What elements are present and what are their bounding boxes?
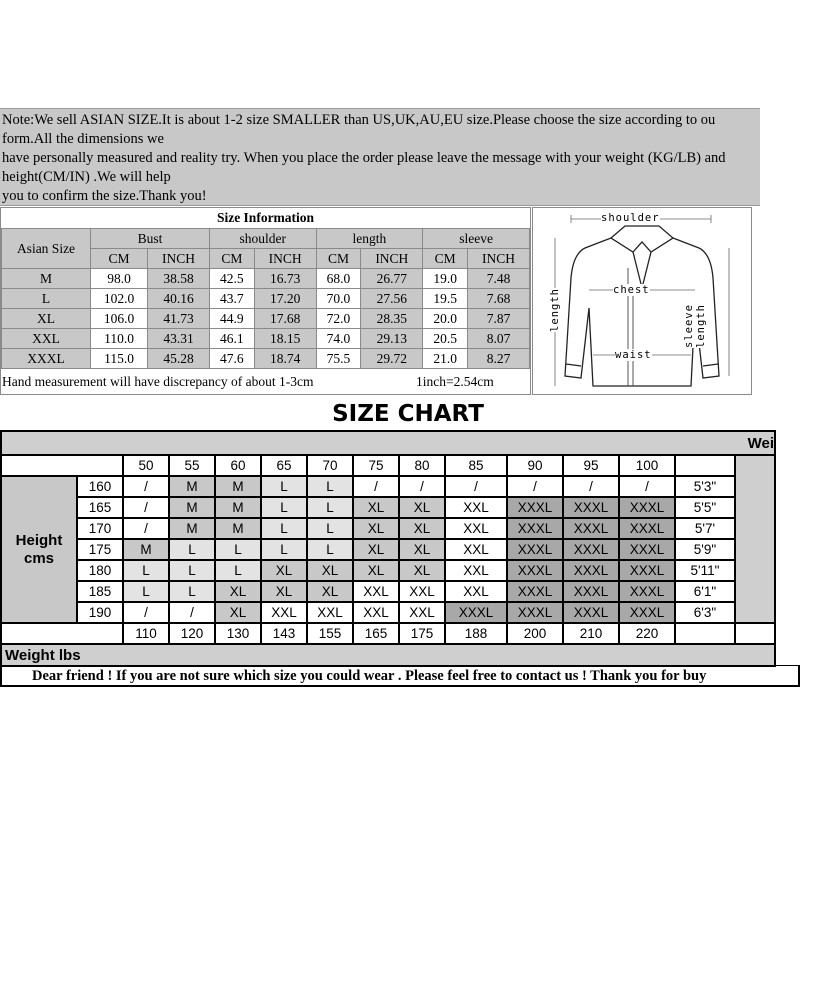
size-note bbox=[0, 108, 760, 206]
height-feet: 5'11" bbox=[675, 560, 735, 581]
size-cell: / bbox=[445, 476, 507, 497]
group-header: length bbox=[316, 229, 423, 249]
size-cell: XXXL bbox=[563, 518, 619, 539]
kg-header-row bbox=[1, 455, 775, 476]
lbs-value: 200 bbox=[507, 623, 563, 644]
size-cell: L bbox=[215, 539, 261, 560]
size-info-cell: 7.87 bbox=[468, 309, 530, 329]
size-cell: XXXL bbox=[563, 581, 619, 602]
size-cell: XXXL bbox=[507, 602, 563, 623]
size-cell: XL bbox=[261, 581, 307, 602]
size-info-row bbox=[2, 329, 530, 349]
size-cell: L bbox=[261, 539, 307, 560]
height-feet: 5'3" bbox=[675, 476, 735, 497]
right-edge-cell bbox=[735, 455, 775, 476]
waist-label: waist bbox=[615, 349, 652, 361]
size-cell: L bbox=[307, 539, 353, 560]
size-info-cell: 102.0 bbox=[91, 289, 148, 309]
height-feet: 6'1" bbox=[675, 581, 735, 602]
size-cell: L bbox=[169, 581, 215, 602]
size-cell: L bbox=[169, 539, 215, 560]
size-cell: XXL bbox=[261, 602, 307, 623]
height-cm: 165 bbox=[77, 497, 123, 518]
size-info-cell: 29.72 bbox=[361, 349, 423, 369]
weight-lbs-row bbox=[1, 644, 775, 666]
size-cell: / bbox=[399, 476, 445, 497]
size-information-table bbox=[0, 207, 531, 395]
lbs-value: 188 bbox=[445, 623, 507, 644]
kg-value: 65 bbox=[261, 455, 307, 476]
height-cms-label: Height cms bbox=[1, 476, 77, 623]
size-info-cell: 8.27 bbox=[468, 349, 530, 369]
size-cell: XL bbox=[353, 560, 399, 581]
height-feet: 6'3" bbox=[675, 602, 735, 623]
size-info-cell: 28.35 bbox=[361, 309, 423, 329]
feet-footer-cell bbox=[675, 623, 735, 644]
chest-label: chest bbox=[613, 284, 650, 296]
size-info-cell: 70.0 bbox=[316, 289, 361, 309]
kg-value: 55 bbox=[169, 455, 215, 476]
length-label: length bbox=[549, 288, 561, 332]
size-info-cell: 7.68 bbox=[468, 289, 530, 309]
size-cell: L bbox=[261, 497, 307, 518]
size-cell: / bbox=[353, 476, 399, 497]
size-info-cell: 19.0 bbox=[423, 269, 468, 289]
size-chart-row bbox=[1, 581, 775, 602]
size-chart bbox=[0, 430, 800, 667]
contact-message: Dear friend ! If you are not sure which size you could wear . Please feel free to contact us ! Thank you for buy bbox=[0, 665, 800, 687]
height-cm: 160 bbox=[77, 476, 123, 497]
size-cell: L bbox=[307, 518, 353, 539]
size-chart-row bbox=[1, 476, 775, 497]
height-cm: 190 bbox=[77, 602, 123, 623]
lbs-value: 165 bbox=[353, 623, 399, 644]
height-cm: 180 bbox=[77, 560, 123, 581]
group-header: sleeve bbox=[423, 229, 530, 249]
measurement-disclaimer: Hand measurement will have discrepancy of about 1-3cm bbox=[2, 374, 314, 389]
size-info-cell: 19.5 bbox=[423, 289, 468, 309]
size-cell: L bbox=[169, 560, 215, 581]
size-cell: XL bbox=[353, 518, 399, 539]
size-cell: M bbox=[123, 539, 169, 560]
lbs-value: 210 bbox=[563, 623, 619, 644]
size-info-cell: 16.73 bbox=[254, 269, 316, 289]
size-info-cell: 46.1 bbox=[209, 329, 254, 349]
size-info-cell: 8.07 bbox=[468, 329, 530, 349]
height-feet: 5'7' bbox=[675, 518, 735, 539]
size-cell: XXXL bbox=[619, 539, 675, 560]
size-info-cell: 40.16 bbox=[148, 289, 210, 309]
size-cell: / bbox=[123, 518, 169, 539]
size-cell: XXL bbox=[445, 497, 507, 518]
size-info-cell: 42.5 bbox=[209, 269, 254, 289]
size-cell: M bbox=[215, 518, 261, 539]
size-info-cell: 98.0 bbox=[91, 269, 148, 289]
group-header: shoulder bbox=[209, 229, 316, 249]
size-cell: XXL bbox=[353, 581, 399, 602]
weight-lbs-label: Weight lbs bbox=[1, 644, 775, 666]
size-cell: XXXL bbox=[563, 602, 619, 623]
size-cell: XXXL bbox=[619, 581, 675, 602]
inch-conversion: 1inch=2.54cm bbox=[416, 374, 494, 389]
size-cell: XL bbox=[307, 581, 353, 602]
size-cell: XXXL bbox=[619, 518, 675, 539]
shoulder-label: shoulder bbox=[601, 212, 660, 224]
size-info-cell: 106.0 bbox=[91, 309, 148, 329]
size-chart-row bbox=[1, 602, 775, 623]
lbs-value: 120 bbox=[169, 623, 215, 644]
size-info-cell: 74.0 bbox=[316, 329, 361, 349]
unit-header: INCH bbox=[254, 249, 316, 269]
kg-value: 85 bbox=[445, 455, 507, 476]
size-cell: / bbox=[169, 602, 215, 623]
size-cell: XXL bbox=[399, 581, 445, 602]
size-info-cell: 17.68 bbox=[254, 309, 316, 329]
feet-header-cell bbox=[675, 455, 735, 476]
size-info-row bbox=[2, 269, 530, 289]
size-cell: XXL bbox=[399, 602, 445, 623]
weight-header-bar: Wei bbox=[1, 431, 775, 455]
shirt-measurement-diagram bbox=[532, 207, 752, 395]
size-info-cell: 20.5 bbox=[423, 329, 468, 349]
size-info-cell: 38.58 bbox=[148, 269, 210, 289]
sleeve-length-label: sleeve length bbox=[683, 296, 711, 348]
kg-value: 75 bbox=[353, 455, 399, 476]
kg-value: 60 bbox=[215, 455, 261, 476]
lbs-value: 110 bbox=[123, 623, 169, 644]
height-cm: 170 bbox=[77, 518, 123, 539]
kg-value: 70 bbox=[307, 455, 353, 476]
height-cm: 185 bbox=[77, 581, 123, 602]
size-info-footer bbox=[1, 372, 530, 392]
right-edge-cell bbox=[735, 476, 775, 623]
size-label: M bbox=[2, 269, 91, 289]
size-cell: XL bbox=[353, 539, 399, 560]
size-cell: M bbox=[169, 476, 215, 497]
size-info-cell: 44.9 bbox=[209, 309, 254, 329]
size-cell: L bbox=[307, 476, 353, 497]
unit-header: CM bbox=[209, 249, 254, 269]
size-cell: L bbox=[215, 560, 261, 581]
unit-header: CM bbox=[423, 249, 468, 269]
size-info-cell: 7.48 bbox=[468, 269, 530, 289]
group-header: Bust bbox=[91, 229, 210, 249]
size-cell: XXXL bbox=[619, 497, 675, 518]
size-cell: / bbox=[123, 476, 169, 497]
size-info-cell: 115.0 bbox=[91, 349, 148, 369]
size-cell: XXXL bbox=[507, 518, 563, 539]
unit-header: INCH bbox=[468, 249, 530, 269]
size-label: XXXL bbox=[2, 349, 91, 369]
note-line: height(CM/IN) .We will help bbox=[2, 169, 171, 185]
kg-value: 90 bbox=[507, 455, 563, 476]
size-info-cell: 21.0 bbox=[423, 349, 468, 369]
size-info-cell: 26.77 bbox=[361, 269, 423, 289]
size-info-title: Size Information bbox=[2, 208, 530, 229]
size-cell: XXL bbox=[445, 518, 507, 539]
size-cell: XL bbox=[399, 539, 445, 560]
size-label: XXL bbox=[2, 329, 91, 349]
size-cell: XL bbox=[399, 560, 445, 581]
kg-value: 100 bbox=[619, 455, 675, 476]
unit-header: INCH bbox=[361, 249, 423, 269]
size-cell: XXL bbox=[445, 539, 507, 560]
note-line: you to confirm the size.Thank you! bbox=[2, 188, 207, 204]
corner-cell bbox=[1, 623, 123, 644]
lbs-value: 220 bbox=[619, 623, 675, 644]
lbs-value: 155 bbox=[307, 623, 353, 644]
size-cell: M bbox=[169, 497, 215, 518]
size-cell: L bbox=[261, 518, 307, 539]
size-cell: XL bbox=[215, 602, 261, 623]
size-cell: / bbox=[123, 602, 169, 623]
size-info-cell: 75.5 bbox=[316, 349, 361, 369]
size-cell: XXXL bbox=[507, 560, 563, 581]
size-cell: / bbox=[563, 476, 619, 497]
note-line: form.All the dimensions we bbox=[2, 131, 164, 147]
size-cell: XL bbox=[353, 497, 399, 518]
size-cell: XL bbox=[215, 581, 261, 602]
size-info-cell: 20.0 bbox=[423, 309, 468, 329]
lbs-row bbox=[1, 623, 775, 644]
shirt-illustration bbox=[533, 208, 751, 394]
size-cell: XXXL bbox=[563, 497, 619, 518]
size-cell: L bbox=[123, 581, 169, 602]
lbs-value: 130 bbox=[215, 623, 261, 644]
size-cell: XL bbox=[307, 560, 353, 581]
size-info-cell: 43.31 bbox=[148, 329, 210, 349]
unit-header: CM bbox=[91, 249, 148, 269]
size-cell: XXXL bbox=[507, 497, 563, 518]
size-cell: L bbox=[261, 476, 307, 497]
lbs-value: 175 bbox=[399, 623, 445, 644]
size-cell: XXXL bbox=[507, 539, 563, 560]
size-info-cell: 68.0 bbox=[316, 269, 361, 289]
size-cell: / bbox=[507, 476, 563, 497]
note-line: have personally measured and reality try. When you place the order please leave the message with your weight (KG/LB) and bbox=[2, 150, 726, 166]
size-info-row bbox=[2, 309, 530, 329]
size-cell: M bbox=[215, 476, 261, 497]
size-info-cell: 29.13 bbox=[361, 329, 423, 349]
size-cell: M bbox=[169, 518, 215, 539]
size-cell: XXL bbox=[445, 560, 507, 581]
size-cell: XXXL bbox=[619, 560, 675, 581]
size-info-cell: 18.15 bbox=[254, 329, 316, 349]
size-info-cell: 110.0 bbox=[91, 329, 148, 349]
size-info-row bbox=[2, 349, 530, 369]
height-feet: 5'9" bbox=[675, 539, 735, 560]
size-info-cell: 45.28 bbox=[148, 349, 210, 369]
size-cell: XXL bbox=[445, 581, 507, 602]
size-info-cell: 72.0 bbox=[316, 309, 361, 329]
right-edge-cell bbox=[735, 623, 775, 644]
asian-size-header: Asian Size bbox=[2, 229, 91, 269]
height-cm: 175 bbox=[77, 539, 123, 560]
corner-cell bbox=[1, 455, 123, 476]
size-label: L bbox=[2, 289, 91, 309]
size-info-cell: 47.6 bbox=[209, 349, 254, 369]
size-cell: / bbox=[123, 497, 169, 518]
size-chart-row bbox=[1, 560, 775, 581]
note-line: Note:We sell ASIAN SIZE.It is about 1-2 size SMALLER than US,UK,AU,EU size.Please choose the size according to ou bbox=[2, 112, 716, 128]
size-info-cell: 43.7 bbox=[209, 289, 254, 309]
size-info-row bbox=[2, 289, 530, 309]
size-label: XL bbox=[2, 309, 91, 329]
size-info-cell: 18.74 bbox=[254, 349, 316, 369]
size-info-cell: 17.20 bbox=[254, 289, 316, 309]
kg-value: 95 bbox=[563, 455, 619, 476]
unit-header: CM bbox=[316, 249, 361, 269]
size-cell: XXXL bbox=[619, 602, 675, 623]
size-cell: XXL bbox=[353, 602, 399, 623]
lbs-value: 143 bbox=[261, 623, 307, 644]
size-cell: M bbox=[215, 497, 261, 518]
size-cell: L bbox=[123, 560, 169, 581]
size-chart-row bbox=[1, 518, 775, 539]
size-info-cell: 27.56 bbox=[361, 289, 423, 309]
size-cell: XXL bbox=[307, 602, 353, 623]
size-chart-row bbox=[1, 497, 775, 518]
size-cell: XL bbox=[261, 560, 307, 581]
height-feet: 5'5" bbox=[675, 497, 735, 518]
kg-value: 50 bbox=[123, 455, 169, 476]
size-cell: XL bbox=[399, 518, 445, 539]
size-cell: L bbox=[307, 497, 353, 518]
unit-header: INCH bbox=[148, 249, 210, 269]
size-cell: XXXL bbox=[563, 560, 619, 581]
size-cell: XL bbox=[399, 497, 445, 518]
size-cell: XXXL bbox=[563, 539, 619, 560]
kg-value: 80 bbox=[399, 455, 445, 476]
size-cell: XXXL bbox=[445, 602, 507, 623]
size-chart-title: SIZE CHART bbox=[332, 401, 484, 427]
size-chart-row bbox=[1, 539, 775, 560]
size-info-cell: 41.73 bbox=[148, 309, 210, 329]
size-cell: XXXL bbox=[507, 581, 563, 602]
size-cell: / bbox=[619, 476, 675, 497]
